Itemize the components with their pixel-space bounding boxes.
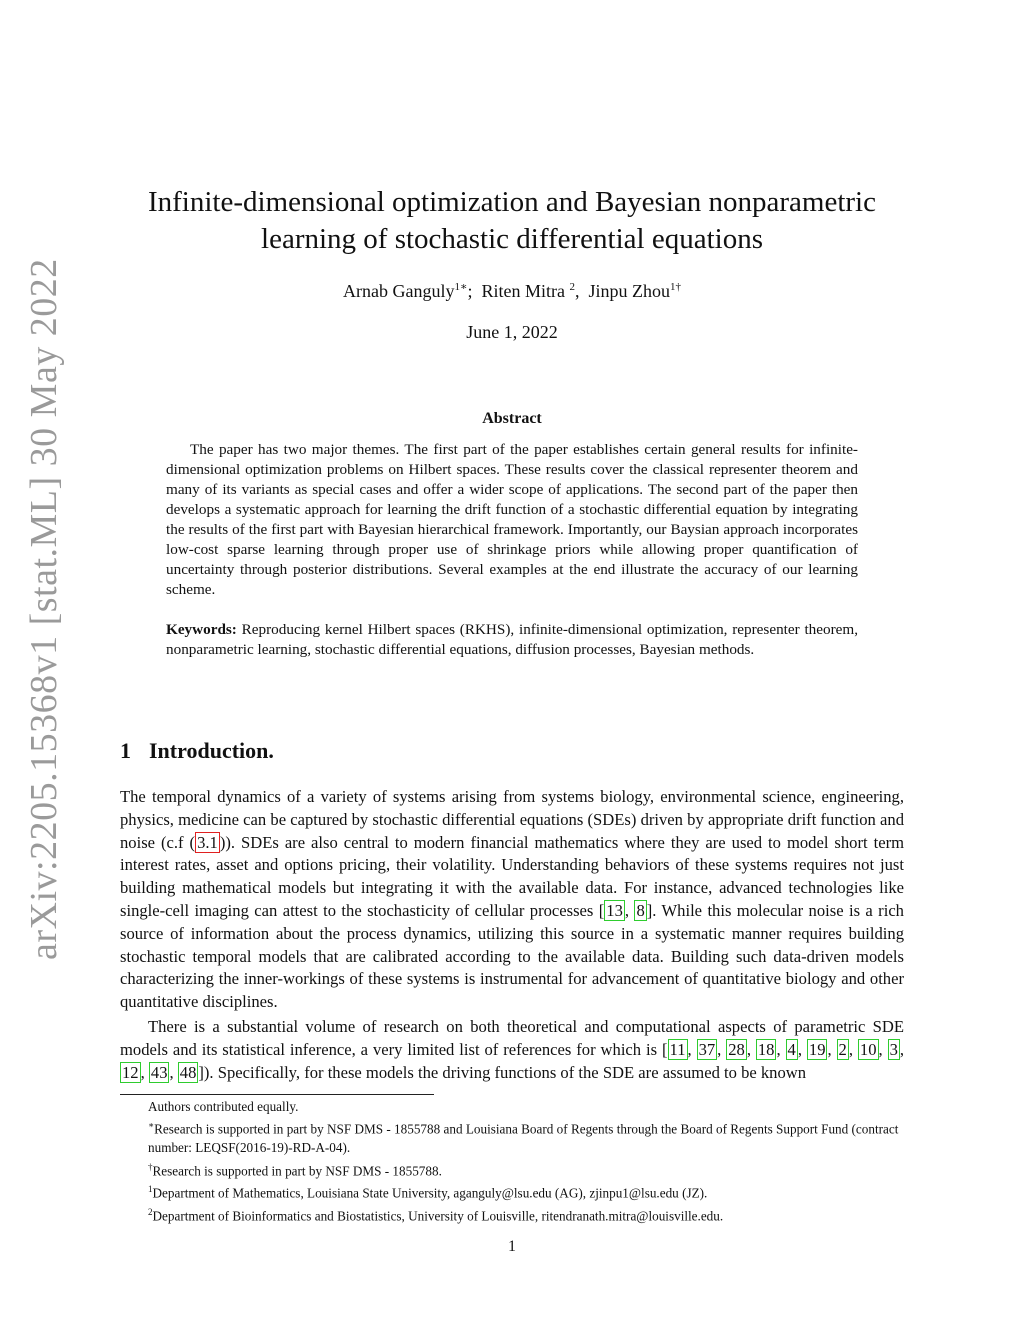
footnote-divider [120, 1094, 434, 1095]
section-number: 1 [120, 738, 131, 763]
author-list [120, 280, 904, 302]
keywords-label: Keywords: [166, 621, 237, 638]
citation-link[interactable]: 2 [838, 1039, 847, 1059]
paper-title [120, 184, 904, 258]
intro-p2-text-a: There is a substantial volume of research on both theoretical and computational aspects of parametric SDE models and its statistical inference, a very limited list of references for which is [ [120, 1017, 904, 1059]
citation-link[interactable]: 48 [179, 1062, 197, 1082]
citation-link[interactable]: 19 [808, 1039, 826, 1059]
intro-paragraph-1: The temporal dynamics of a variety of systems arising from systems biology, environmental science, engineering, physics, medicine can be captured by stochastic differential equations (SDEs) driven by appropriate drift function and noise (c.f ( 3.1 )). SDEs are also central to modern financial mathematics where they are used to model short term interest rates, asset and options pricing, their volatility. Understanding behaviors of these systems requires not just building mathematical models but integrating it with the available data. For instance, advanced technologies like single-cell imaging can attest to the stochasticity of cellular processes [ 13 , 8 ]. While this molecular noise is a rich source of information about the process dynamics, utilizing this source in a systematic manner requires building stochastic temporal models that are calibrated according to the available data. Building such data-driven models characterizing the inner-workings of these systems is instrumental for advancement of quantitative biology and other quantitative disciplines. [120, 787, 904, 1012]
intro-p1-text-b: )). SDEs are also central to modern financial mathematics where they are used to model short term interest rates, asset and options pricing, their volatility. Understanding behaviors of these systems requires not just building mathematical models but integrating it with the available data. For instance, advanced technologies like single-cell imaging can attest to the stochasticity of cellular processes [ [120, 832, 904, 920]
author-3-marks: 1† [670, 281, 681, 293]
citation-link[interactable]: 37 [698, 1039, 716, 1059]
footnote-funding-2 [120, 1158, 904, 1181]
intro-p1-text-c: ]. While this molecular noise is a rich source of information about the process dynamics, utilizing this source in a systematic manner requires building stochastic temporal models that are calibrated according to the available data. Building such data-driven models characterizing the inner-workings of these systems is instrumental for advancement of quantitative biology and other quantitative disciplines. [120, 900, 904, 1012]
keywords-text: Reproducing kernel Hilbert spaces (RKHS), infinite-dimensional optimization, representer theorem, nonparametric learning, stochastic differential equations, diffusion processes, Bayesian methods. [166, 621, 859, 658]
footnote-mark: † [148, 1161, 153, 1172]
citation-link[interactable]: 28 [728, 1039, 745, 1059]
citation-link[interactable]: 43 [150, 1062, 168, 1082]
footnote-affiliation-2 [120, 1203, 904, 1226]
abstract-heading: Abstract [482, 410, 542, 427]
intro-p1-text-a: The temporal dynamics of a variety of systems arising from systems biology, environmental science, engineering, physics, medicine can be captured by stochastic differential equations (SDEs) driven by appropriate drift function and noise (c.f ( [120, 787, 904, 852]
title-line-1: Infinite-dimensional optimization and Bayesian nonparametric [147, 186, 876, 218]
citation-link[interactable]: 4 [787, 1039, 796, 1059]
footnote-mark: 1 [148, 1184, 153, 1195]
citation-link[interactable]: 11 [669, 1039, 686, 1059]
author-1-separator: ; [467, 281, 473, 301]
author-2-name: Riten Mitra [481, 281, 565, 301]
page-number: 1 [508, 1238, 516, 1255]
footnote-mark: ∗ [148, 1120, 155, 1131]
footnote-text: Authors contributed equally. [148, 1099, 299, 1114]
citation-link[interactable]: 13 [606, 900, 623, 920]
author-2-separator: , [574, 281, 580, 301]
author-3-name: Jinpu Zhou [588, 281, 670, 301]
author-2-marks: 2 [569, 281, 575, 293]
arxiv-side-stamp: arXiv:2205.15368v1 [stat.ML] 30 May 2022 [23, 258, 65, 960]
author-1-name: Arnab Ganguly [343, 281, 455, 301]
intro-p2-text-b: ]). Specifically, for these models the driving functions of the SDE are assumed to be known [198, 1062, 807, 1082]
footnotes [120, 1098, 904, 1226]
intro-paragraph-2: There is a substantial volume of research on both theoretical and computational aspects of parametric SDE models and its statistical inference, a very limited list of references for which is [ 11 , 37 , 28 , 18 , 4 , 19 , 2 , 10 , 3 , 12 , 43 , 48 ]). Specifically, for these models the driving functions of the SDE are assumed to be known [120, 1017, 905, 1082]
footnote-text: Department of Mathematics, Louisiana State University, aganguly@lsu.edu (AG), zjinpu1@lsu.edu (JZ). [152, 1185, 708, 1201]
equation-reference-link[interactable]: 3.1 [197, 832, 218, 852]
footnote-equal-contribution [120, 1098, 904, 1116]
title-line-2: learning of stochastic differential equations [261, 223, 763, 255]
section-title: Introduction. [149, 738, 274, 763]
publication-date: June 1, 2022 [466, 322, 558, 342]
footnote-text: Research is supported in part by NSF DMS - 1855788. [152, 1163, 442, 1178]
section-heading [120, 738, 274, 764]
citation-link[interactable]: 18 [757, 1039, 775, 1059]
footnote-affiliation-1 [120, 1180, 904, 1203]
keywords-block [166, 620, 858, 660]
citation-link[interactable]: 8 [636, 900, 645, 920]
citation-link[interactable]: 10 [859, 1039, 877, 1059]
footnote-mark: 2 [148, 1207, 153, 1218]
footnote-text: Research is supported in part by NSF DMS - 1855788 and Louisiana Board of Regents through the Board of Regents Support Fund (contract number: LEQSF(2016-19)-RD-A-04). [148, 1121, 899, 1156]
abstract-body: The paper has two major themes. The first part of the paper establishes certain general results for infinite-dimensional optimization problems on Hilbert spaces. These results cover the classical representer theorem and many of its variants as special cases and offer a wider scope of applications. The second part of the paper then develops a systematic approach for learning the drift function of a stochastic differential equation by integrating the results of the first part with Bayesian hierarchical framework. Importantly, our Baysian approach incorporates low-cost sparse learning through proper use of shrinkage priors while allowing proper quantification of uncertainty through posterior distributions. Several examples at the end illustrate the accuracy of our learning scheme. [166, 441, 858, 598]
citation-link[interactable]: 3 [889, 1039, 898, 1059]
citation-link[interactable]: 12 [122, 1062, 139, 1082]
footnote-text: Department of Bioinformatics and Biostatistics, University of Louisville, ritendranath.mitra@louisville.edu. [152, 1208, 724, 1224]
footnote-funding-1 [120, 1116, 904, 1157]
author-1-marks: 1∗ [454, 281, 468, 293]
